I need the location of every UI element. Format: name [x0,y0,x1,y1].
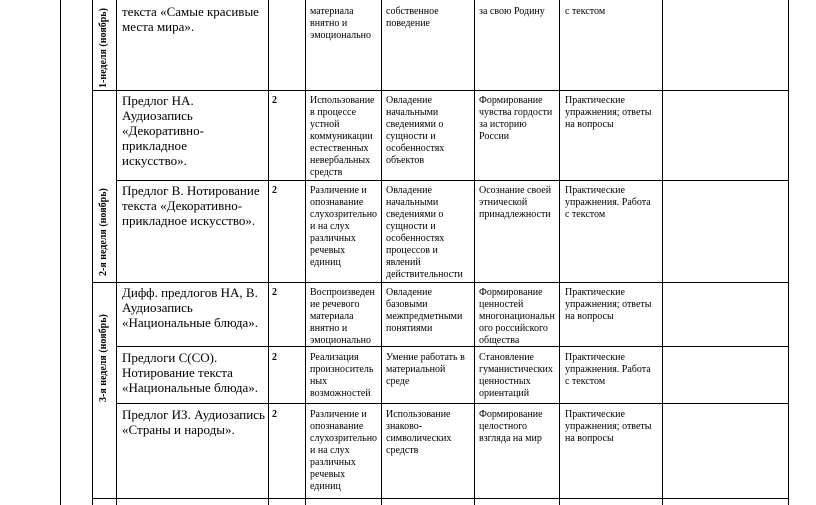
lesson-topic: текста «Самые красивые места мира». [122,4,259,34]
personal-results-cell: Формирование чувства гордости за историю России [479,95,553,142]
lesson-topic: Предлоги С(СО). Нотирование текста «Национальные блюда». [122,350,259,395]
speech-skills-cell: Различение и опознавание слухозрительно и на слух различных речевых единиц [310,409,378,492]
lesson-topic: Предлог ИЗ. Аудиозапись «Страны и народы». [122,407,265,437]
week-label-3: 3-я неделя (ноябрь) [98,314,109,402]
activity-cell: Практические упражнения; ответы на вопросы [565,95,652,130]
speech-skills-cell: Воспроизведен ие речевого материала внятно и эмоционально [310,287,375,346]
speech-skills-cell: материала внятно и эмоционально [310,6,372,41]
personal-results-cell: Осознание своей этнической принадлежности [479,185,552,220]
lesson-topic: Предлог В. Нотирование текста «Декоративно- прикладное искусство». [122,183,260,228]
personal-results-cell: Становление гуманистических ценностных ориентаций [479,352,553,399]
meta-skills-cell: Умение работать в материальной среде [386,352,465,387]
personal-results-cell: за свою Родину [479,6,545,17]
speech-skills-cell: Реализация произноситель ных возможностей [310,352,374,399]
personal-results-cell: Формирование ценностей многонациональн ого российского общества [479,287,555,346]
meta-skills-cell: Использование знаково- символических средств [386,409,452,456]
personal-results-cell: Формирование целостного взгляда на мир [479,409,543,444]
activity-cell: Практические упражнения. Работа с текстом [565,352,651,387]
lesson-hours: 2 [272,287,277,298]
lesson-hours: 2 [272,185,277,196]
lesson-hours: 2 [272,409,277,420]
week-label-2: 2-я неделя (ноябрь) [98,188,109,276]
activity-cell: Практические упражнения. Работа с текстом [565,185,651,220]
meta-skills-cell: Овладение начальными сведениями о сущности и особенностях процессов и явлений действительности [386,185,463,280]
activity-cell: Практические упражнения; ответы на вопросы [565,409,652,444]
lesson-hours: 2 [272,95,277,106]
speech-skills-cell: Различение и опознавание слухозрительно и на слух различных речевых единиц [310,185,378,268]
lesson-topic: Предлог НА. Аудиозапись «Декоративно-прикладное искусство». [122,93,204,168]
meta-skills-cell: собственное поведение [386,6,439,29]
lesson-hours: 2 [272,352,277,363]
meta-skills-cell: Овладение начальными сведениями о сущности и особенностях объектов [386,95,445,166]
activity-cell: Практические упражнения; ответы на вопросы [565,287,652,322]
meta-skills-cell: Овладение базовыми межпредметными понятиями [386,287,463,334]
speech-skills-cell: Использование в процессе устной коммуникации естественных невербальных средств [310,95,375,178]
activity-cell: с текстом [565,6,606,17]
week-label-1: 1-неделя (ноябрь) [98,8,109,88]
lesson-topic: Дифф. предлогов НА, В. Аудиозапись «Национальные блюда». [122,285,259,330]
